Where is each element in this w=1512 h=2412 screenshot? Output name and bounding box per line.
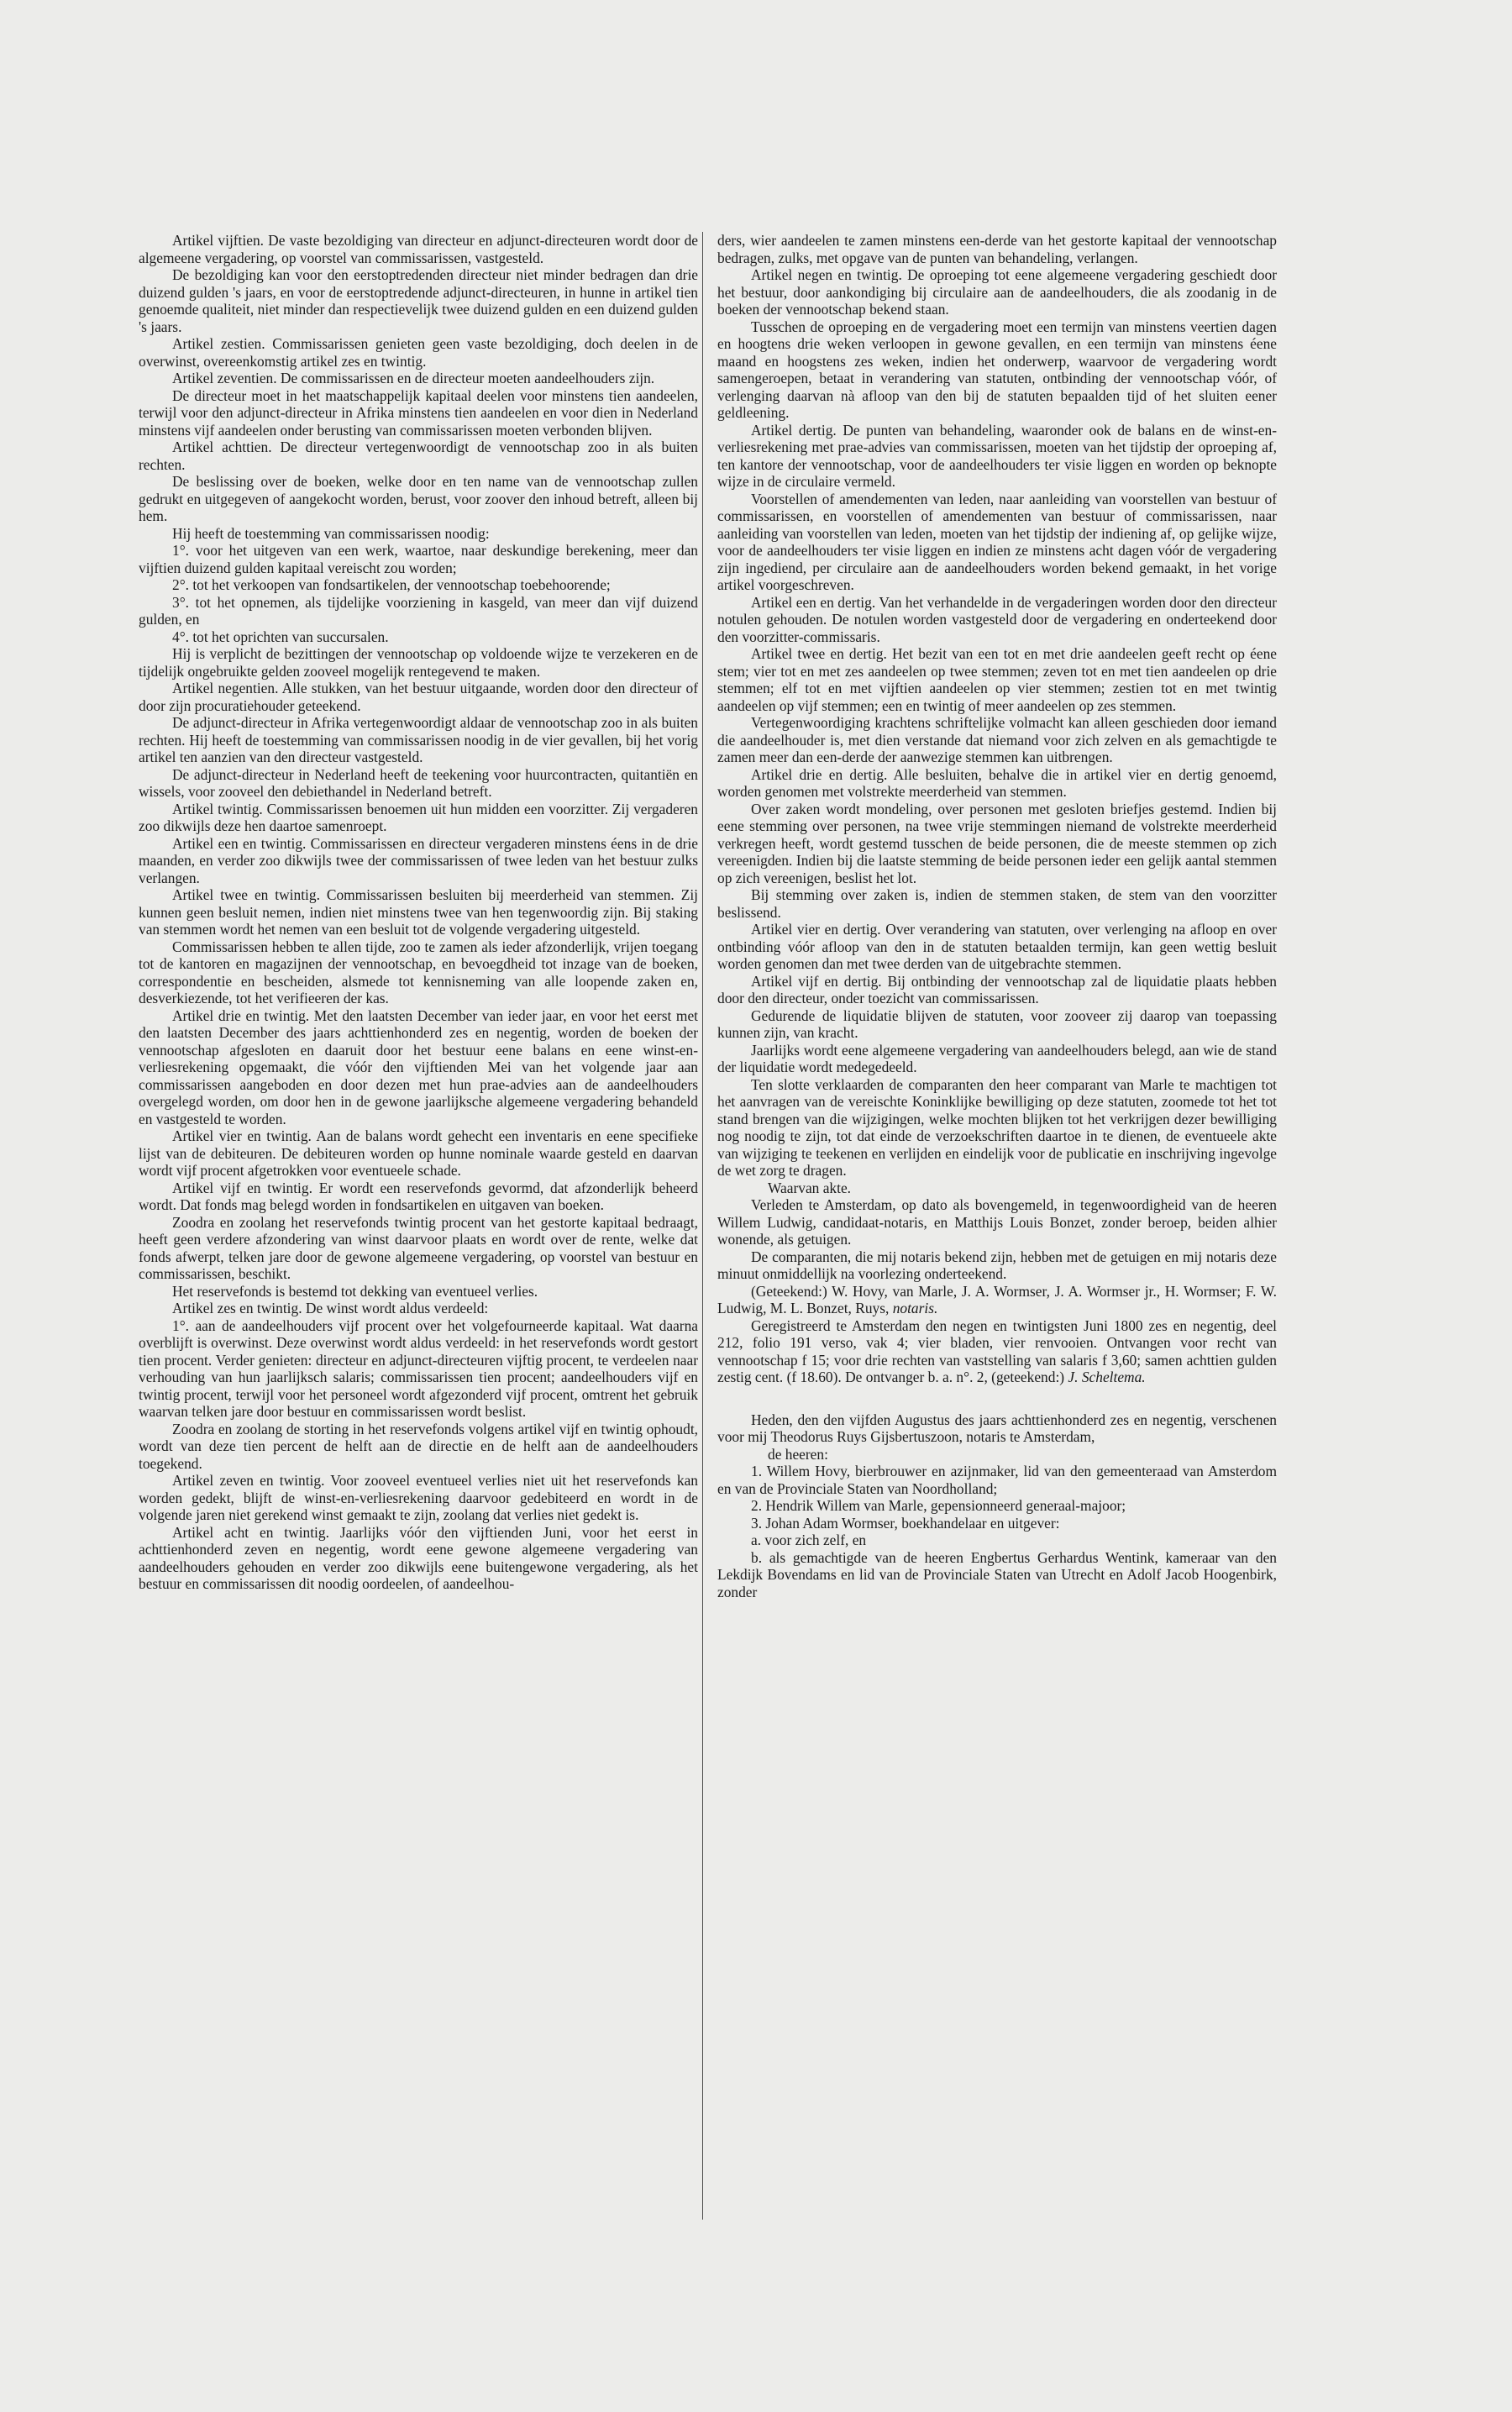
- right-column-paragraph: 1. Willem Hovy, bierbrouwer en azijnmaker, lid van den gemeenteraad van Amsterdom en van de Provinciale Staten van Noordholland;: [717, 1463, 1277, 1497]
- right-column-paragraph: Artikel vier en dertig. Over verandering van statuten, over verlenging na afloop en over ontbinding vóór afloop van den in de statuten betaalden termijn, kan geen wettig besluit worden genomen dan met twee derden van de uitgebrachte stemmen.: [717, 921, 1277, 972]
- left-column-paragraph: Artikel een en twintig. Commissarissen en directeur vergaderen minstens éens in de drie maanden, en verder zoo dikwijls twee der commissarissen of twee leden van het bestuur zulks verlangen.: [139, 834, 698, 886]
- left-column-paragraph: De directeur moet in het maatschappelijk kapitaal deelen voor minstens tien aandeelen, terwijl voor den adjunct-directeur in Afrika minstens tien aandeelen en voor dien in Nederland minstens vijf aandeelen onder berusting van commissarissen moeten verbonden blijven.: [139, 386, 698, 439]
- right-column-paragraph: Ten slotte verklaarden de comparanten den heer comparant van Marle te machtigen tot het aanvragen van de vereischte Koninklijke bewilliging op deze statuten, zoomede tot het tot stand brengen van die wijzigingen, welke mochten blijken tot het verkrijgen dezer bewilliging nog noodig te zijn, tot dat einde de verzoekschriften daartoe in te dienen, de eventueele akte van wijziging te teekenen en verlijden en eindelijk voor de publicatie en inschrijving ingevolge de wet zorg te dragen.: [717, 1075, 1277, 1179]
- left-column-paragraph: Artikel zeventien. De commissarissen en de directeur moeten aandeelhouders zijn.: [172, 370, 655, 386]
- right-column-paragraph: Vertegenwoordiging krachtens schriftelijke volmacht kan alleen geschieden door iemand die aandeelhouder is, met dien verstande dat niemand voor zich zelven en als gemachtigde te zamen meer dan een-derde der aanwezige stemmen kan uitbrengen.: [717, 714, 1277, 765]
- left-column-paragraph: De bezoldiging kan voor den eerstoptredenden directeur niet minder bedragen dan drie duizend gulden 's jaars, en voor de eerstoptredende adjunct-directeuren, in hunne in artikel tien genoemde qualiteit, niet minder dan respectievelijk twee duizend gulden en een duizend gulden 's jaars.: [139, 266, 698, 335]
- left-column-paragraph: Artikel acht en twintig. Jaarlijks vóór den vijftienden Juni, voor het eerst in achttienhonderd zeven en negentig, wordt eene gewone algemeene vergadering van aandeelhouders gehouden en verder zoo dikwijls eene buitengewone vergadering, als het bestuur en commissarissen dit noodig oordeelen, of aandeelhou-: [139, 1523, 698, 1592]
- right-column-paragraph: (Geteekend:) W. Hovy, van Marle, J. A. Wormser, J. A. Wormser jr., H. Wormser; F. W. Ludwig, M. L. Bonzet, Ruys, notaris.: [717, 1282, 1277, 1316]
- right-column-paragraph: Artikel drie en dertig. Alle besluiten, behalve die in artikel vier en dertig genoemd, worden genomen met volstrekte meerderheid van stemmen.: [717, 765, 1277, 800]
- right-column-paragraph: Over zaken wordt mondeling, over personen met gesloten briefjes gestemd. Indien bij eene stemming over personen, na twee vrije stemmingen niemand de volstrekte meerderheid verkregen heeft, wordt gestemd tusschen de beide personen, die de meeste stemmen op zich vereenigden. Indien bij die laatste stemming de beide personen ieder een gelijk aantal stemmen op zich vereenigen, beslist het lot.: [717, 800, 1277, 886]
- right-column-paragraph: De comparanten, die mij notaris bekend zijn, hebben met de getuigen en mij notaris deze minuut onmiddellijk na voorlezing onderteekend.: [717, 1248, 1277, 1282]
- left-column: [139, 232, 698, 1593]
- left-column-paragraph: Artikel vijftien. De vaste bezoldiging van directeur en adjunct-directeuren wordt door de algemeene vergadering, op voorstel van commissarissen, vastgesteld.: [139, 232, 698, 266]
- left-column-paragraph: Zoodra en zoolang de storting in het reservefonds volgens artikel vijf en twintig ophoudt, wordt van deze tien percent de helft aan de directie en de helft aan de aandeelhouders toegekend.: [139, 1420, 698, 1472]
- signature-name: J. Scheltema.: [1068, 1369, 1146, 1385]
- right-column-paragraph: Artikel dertig. De punten van behandeling, waaronder ook de balans en de winst-en-verliesrekening met prae-advies van commissarissen, moeten van het tijdstip der oproeping af, ten kantore der vennootschap, voor de aandeelhouders ter visie liggen en worden op beknopte wijze in de circulaire vermeld.: [717, 421, 1277, 490]
- right-column-paragraph: Heden, den den vijfden Augustus des jaars achttienhonderd zes en negentig, verschenen voor mij Theodorus Ruys Gijsbertuszoon, notaris te Amsterdam,: [717, 1411, 1277, 1445]
- right-column-paragraph: ders, wier aandeelen te zamen minstens een-derde van het gestorte kapitaal der vennootschap bedragen, zulks, met opgave van de punten van behandeling, verlangen.: [717, 232, 1277, 266]
- left-column-paragraph: 2°. tot het verkoopen van fondsartikelen, der vennootschap toebehoorende;: [172, 576, 611, 593]
- right-column-paragraph: Voorstellen of amendementen van leden, naar aanleiding van voorstellen van bestuur of commissarissen, en voorstellen of amendementen van bestuur of commissarissen, naar aanleiding van voorstellen van leden, moeten van het tijdstip der indiening af, op gelijke wijze, voor de aandeelhouders ter visie liggen en indien ze minstens acht dagen vóór de vergadering zijn ingediend, per circulaire aan de aandeelhouders worden bekend gemaakt, in het vorige artikel voorgeschreven.: [717, 490, 1277, 593]
- left-column-paragraph: 1°. aan de aandeelhouders vijf procent over het volgefourneerde kapitaal. Wat daarna overblijft is overwinst. Deze overwinst wordt aldus verdeeld: in het reservefonds wordt gestort tien procent. Verder genieten: directeur en adjunct-directeuren vijftig procent, te verdeelen naar verhouding van hun jaarlijksch salaris; commissarissen tien procent; aandeelhouders vijf en twintig procent, terwijl voor het personeel wordt afgezonderd vijf procent, omtrent het gebruik waarvan telken jare door bestuur en commissarissen wordt beslist.: [139, 1316, 698, 1420]
- column-divider: [702, 232, 703, 2220]
- left-column-paragraph: Hij is verplicht de bezittingen der vennootschap op voldoende wijze te verzekeren en de tijdelijk ongebruikte gelden zooveel mogelijk rentegevend te maken.: [139, 645, 698, 680]
- left-column-paragraph: Artikel drie en twintig. Met den laatsten December van ieder jaar, en voor het eerst met den laatsten December des jaars achttienhonderd zes en negentig, worden de boeken der vennootschap afgesloten en daaruit door het bestuur eene balans en eene winst-en-verliesrekening opgemaakt, die vóór den vijftienden Mei van het volgende jaar aan commissarissen aangeboden en door dezen met hun prae-advies aan de aandeelhouders overgelegd worden, om door hen in de gewone jaarlijksche algemeene vergadering behandeld en vastgesteld te worden.: [139, 1006, 698, 1127]
- left-column-paragraph: Artikel negentien. Alle stukken, van het bestuur uitgaande, worden door den directeur of door zijn procuratiehouder geteekend.: [139, 680, 698, 714]
- left-column-paragraph: 3°. tot het opnemen, als tijdelijke voorziening in kasgeld, van meer dan vijf duizend gulden, en: [139, 593, 698, 628]
- right-column-paragraph: Waarvan akte.: [768, 1179, 852, 1196]
- right-column-paragraph: 2. Hendrik Willem van Marle, gepensionneerd generaal-majoor;: [751, 1497, 1126, 1514]
- left-column-paragraph: De beslissing over de boeken, welke door en ten name van de vennootschap zullen gedrukt en uitgegeven of aangekocht worden, berust, voor zoover den inhoud betreft, alleen bij hem.: [139, 473, 698, 524]
- left-column-paragraph: Artikel vijf en twintig. Er wordt een reservefonds gevormd, dat afzonderlijk beheerd wordt. Dat fonds mag belegd worden in fondsartikelen en uitgaven van boeken.: [139, 1179, 698, 1213]
- left-column-paragraph: 1°. voor het uitgeven van een werk, waartoe, naar deskundige berekening, meer dan vijftien duizend gulden kapitaal vereischt zou worden;: [139, 542, 698, 576]
- signature-name: notaris.: [892, 1300, 938, 1316]
- right-column-paragraph: Bij stemming over zaken is, indien de stemmen staken, de stem van den voorzitter beslissend.: [717, 886, 1277, 921]
- right-column-paragraph: Tusschen de oproeping en de vergadering moet een termijn van minstens veertien dagen en hoogtens drie weken verloopen in gewone gevallen, en een termijn van minstens éene maand en hoogstens zes weken, indien het onderwerp, waarvoor de vergadering wordt samengeroepen, betaat in verandering van statuten, ontbinding der vennootschap vóór, of verlenging daarvan nà afloop van den bij de statuten bepaalden tijd of het sluiten eener geldleening.: [717, 318, 1277, 421]
- right-column-paragraph: Geregistreerd te Amsterdam den negen en twintigsten Juni 1800 zes en negentig, deel 212, folio 191 verso, vak 4; vier bladen, vier renvooien. Ontvangen voor recht van vennootschap f 15; voor drie rechten van vaststelling van salaris f 3,60; samen achttien gulden zestig cent. (f 18.60). De ontvanger b. a. n°. 2, (geteekend:) J. Scheltema.: [717, 1316, 1277, 1385]
- left-column-paragraph: Zoodra en zoolang het reservefonds twintig procent van het gestorte kapitaal bedraagt, heeft geen verdere afzondering van winst daarvoor plaats en wordt over de rente, welke dat fonds afwerpt, telken jare door de gewone algemeene vergadering, op voorstel van bestuur en commissarissen, beschikt.: [139, 1213, 698, 1282]
- left-column-paragraph: Het reservefonds is bestemd tot dekking van eventueel verlies.: [172, 1282, 538, 1300]
- left-column-paragraph: 4°. tot het oprichten van succursalen.: [172, 628, 389, 645]
- right-column-paragraph: Artikel een en dertig. Van het verhandelde in de vergaderingen worden door den directeur notulen gehouden. De notulen worden vastgesteld door de vergadering en onderteekend door den voorzitter-commissaris.: [717, 593, 1277, 645]
- right-column-paragraph: de heeren:: [768, 1445, 828, 1463]
- right-column-paragraph: Jaarlijks wordt eene algemeene vergadering van aandeelhouders belegd, aan wie de stand der liquidatie wordt medegedeeld.: [717, 1041, 1277, 1075]
- right-column-paragraph: Artikel negen en twintig. De oproeping tot eene algemeene vergadering geschiedt door het bestuur, door aankondiging bij circulaire aan de aandeelhouders, die als zoodanig in de boeken der vennootschap bekend staan.: [717, 266, 1277, 318]
- left-column-paragraph: Hij heeft de toestemming van commissarissen noodig:: [172, 524, 490, 542]
- left-column-paragraph: Artikel twintig. Commissarissen benoemen uit hun midden een voorzitter. Zij vergaderen zoo dikwijls deze hen daartoe samenroept.: [139, 800, 698, 834]
- left-column-paragraph: Artikel zes en twintig. De winst wordt aldus verdeeld:: [172, 1300, 489, 1316]
- left-column-paragraph: De adjunct-directeur in Nederland heeft de teekening voor huurcontracten, quitantiën en wissels, voor zooveel den debiethandel in Nederland betreft.: [139, 765, 698, 800]
- right-column-paragraph: Gedurende de liquidatie blijven de statuten, voor zooveer zij daarop van toepassing kunnen zijn, van kracht.: [717, 1006, 1277, 1041]
- right-column-paragraph: Artikel twee en dertig. Het bezit van een tot en met drie aandeelen geeft recht op éene stem; vier tot en met zes aandeelen op twee stemmen; zeven tot en met tien aandeelen op drie stemmen; elf tot en met vijftien aandeelen op vier stemmen; zestien tot en met twintig aandeelen op vijf stemmen; een en twintig of meer aandeelen op zes stemmen.: [717, 645, 1277, 714]
- left-column-paragraph: De adjunct-directeur in Afrika vertegenwoordigt aldaar de vennootschap zoo in als buiten rechten. Hij heeft de toestemming van commissarissen noodig in de vier gevallen, bij het vorig artikel ten aanzien van den directeur vastgesteld.: [139, 714, 698, 765]
- right-column-paragraph: b. als gemachtigde van de heeren Engbertus Gerhardus Wentink, kameraar van den Lekdijk Bovendams en lid van de Provinciale Staten van Utrecht en Adolf Jacob Hoogenbirk, zonder: [717, 1548, 1277, 1600]
- left-column-paragraph: Artikel zeven en twintig. Voor zooveel eventueel verlies niet uit het reservefonds kan worden gedekt, blijft de winst-en-verliesrekening daarvoor gedebiteerd en wordt in de volgende jaren niet gerekend winst gemaakt te zijn, zoolang dat verlies niet gedekt is.: [139, 1472, 698, 1523]
- right-column-paragraph: Artikel vijf en dertig. Bij ontbinding der vennootschap zal de liquidatie plaats hebben door den directeur, onder toezicht van commissarissen.: [717, 972, 1277, 1006]
- right-column: [717, 232, 1277, 1600]
- right-column-paragraph: a. voor zich zelf, en: [751, 1532, 867, 1548]
- left-column-paragraph: Commissarissen hebben te allen tijde, zoo te zamen als ieder afzonderlijk, vrijen toegang tot de kantoren en magazijnen der vennootschap, en bevoegdheid tot inzage van de boeken, correspondentie en bescheiden, alsmede tot kennisneming van alle loopende zaken en, desverkiezende, tot het verifieeren der kas.: [139, 938, 698, 1006]
- left-column-paragraph: Artikel twee en twintig. Commissarissen besluiten bij meerderheid van stemmen. Zij kunnen geen besluit nemen, indien niet minstens twee van hen tegenwoordig zijn. Bij staking van stemmen wordt het nemen van een besluit tot de volgende vergadering uitgesteld.: [139, 886, 698, 938]
- right-column-paragraph: 3. Johan Adam Wormser, boekhandelaar en uitgever:: [751, 1514, 1060, 1532]
- left-column-paragraph: Artikel zestien. Commissarissen genieten geen vaste bezoldiging, doch deelen in de overwinst, overeenkomstig artikel zes en twintig.: [139, 335, 698, 370]
- left-column-paragraph: Artikel vier en twintig. Aan de balans wordt gehecht een inventaris en eene specifieke lijst van de debiteuren. De debiteuren worden op hunne nominale waarde gesteld en daarvan wordt vijf procent afgetrokken voor eventueele schade.: [139, 1127, 698, 1179]
- left-column-paragraph: Artikel achttien. De directeur vertegenwoordigt de vennootschap zoo in als buiten rechten.: [139, 439, 698, 473]
- right-column-paragraph: Verleden te Amsterdam, op dato als bovengemeld, in tegenwoordigheid van de heeren Willem Ludwig, candidaat-notaris, en Matthijs Louis Bonzet, zonder beroep, beiden alhier wonende, als getuigen.: [717, 1196, 1277, 1248]
